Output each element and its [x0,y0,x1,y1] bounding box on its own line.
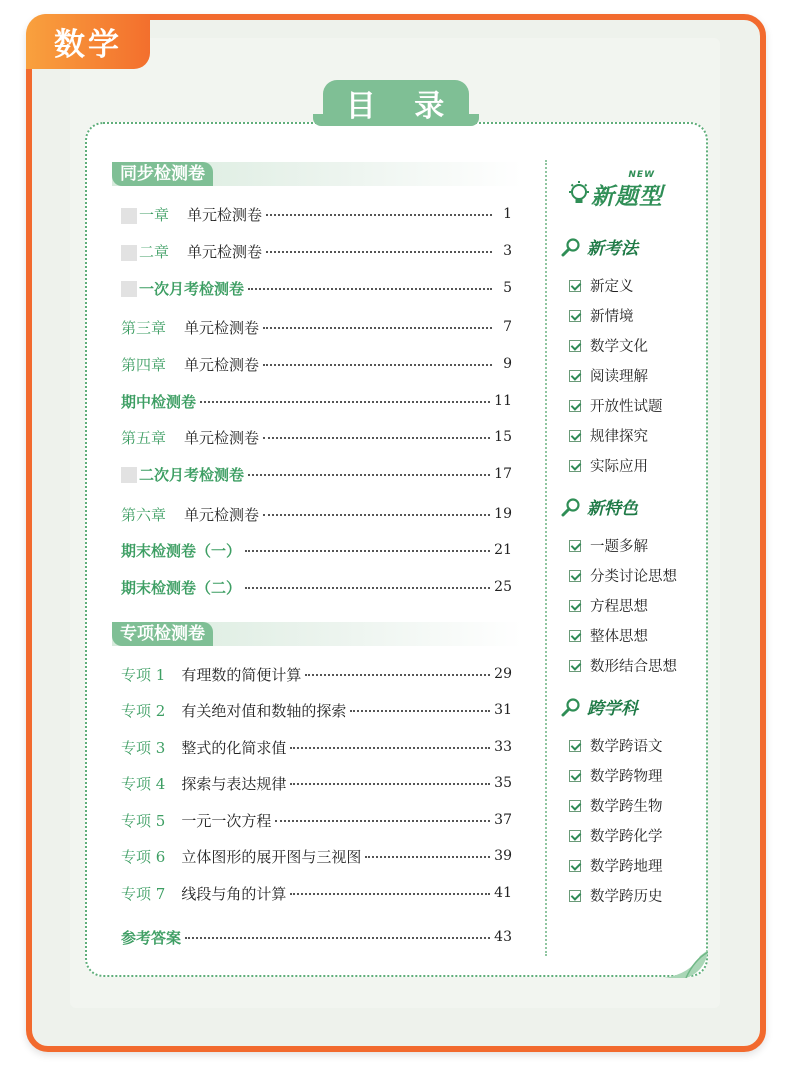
toc-entry-page: 43 [494,929,512,945]
checkbox-icon [569,400,581,412]
toc-entry-page: 7 [503,319,512,335]
toc-entry-page: 21 [494,542,512,558]
toc-entry[interactable] [121,202,512,226]
brand-label: 新题型 [591,184,663,210]
toc-entry-number [121,883,165,904]
toc-entry-number-text: 第四章 [121,355,167,374]
brand-new-tag: NEW [628,170,655,180]
toc-entry-number-text: 二次月考检测卷 [139,465,245,484]
toc-entry-number-text: 专项 2 [121,701,166,720]
sidebar-item-label: 数学文化 [590,339,648,355]
toc-entry-number [121,664,165,685]
sidebar-item [569,885,663,906]
sidebar-item [569,335,648,356]
toc-entry-number [121,204,169,225]
checkbox-icon [569,340,581,352]
toc-entry-title: 探索与表达规律 [181,774,287,793]
toc-entry[interactable] [121,881,512,905]
toc-entry-number [121,846,165,867]
checkbox-icon [569,280,581,292]
toc-entry-number-text: 期末检测卷（二） [121,578,242,597]
lightbulb-icon [567,180,591,210]
checkbox-icon [569,460,581,472]
toc-entry[interactable] [121,538,512,562]
sidebar-item [569,365,648,386]
toc-entry-page: 3 [503,243,512,259]
toc-entry-number [121,773,165,794]
toc-entry-title: 单元检测卷 [184,355,260,374]
sidebar-group-heading-label: 跨学科 [587,699,638,719]
toc-entry[interactable] [121,239,512,263]
sidebar-group-heading-label: 新考法 [587,239,638,259]
placeholder-box [121,281,137,297]
toc-entry[interactable] [121,389,512,413]
section-heading [112,162,522,186]
leader-dots [290,881,490,895]
toc-entry-page: 25 [494,579,512,595]
subject-badge: 数学 [26,14,150,69]
sidebar-item [569,425,648,446]
toc-entry-number-text: 二章 [139,242,170,261]
sidebar-item-label: 规律探究 [590,429,648,445]
sidebar-item [569,305,634,326]
toc-entry[interactable] [121,698,512,722]
sidebar-item [569,395,663,416]
toc-entry[interactable] [121,771,512,795]
placeholder-box [121,208,137,224]
toc-entry-number [121,354,166,375]
leader-dots [290,735,490,749]
checkbox-icon [569,310,581,322]
toc-entry-number [121,278,244,299]
magnifier-icon [561,497,581,517]
sidebar-item [569,565,677,586]
toc-entry-title: 有关绝对值和数轴的探索 [181,701,347,720]
sidebar-item-label: 新定义 [590,279,634,295]
sidebar-item [569,655,677,676]
sidebar-item-label: 数学跨地理 [590,859,663,875]
toc-entry-number-text: 专项 1 [121,665,166,684]
toc-entry-number [121,700,165,721]
magnifier-icon [561,237,581,257]
toc-entry-page: 31 [494,702,512,718]
toc-entry-page: 37 [494,812,512,828]
toc-entry-title: 单元检测卷 [187,205,263,224]
sidebar-group-heading [561,234,638,259]
leader-dots [245,538,490,552]
section-heading [112,622,522,646]
toc-entry[interactable] [121,808,512,832]
placeholder-box [121,245,137,261]
sidebar-item-label: 分类讨论思想 [590,569,677,585]
brand-title [591,170,663,211]
checkbox-icon [569,890,581,902]
magnifier-icon [561,697,581,717]
toc-entry-title: 整式的化简求值 [181,738,287,757]
leader-dots [266,239,492,253]
toc-entry-page: 29 [494,666,512,682]
leader-dots [290,771,490,785]
toc-entry-page: 5 [503,280,512,296]
toc-entry-title: 线段与角的计算 [181,884,287,903]
sidebar-group-heading-label: 新特色 [587,499,638,519]
toc-entry-number-text: 专项 6 [121,847,166,866]
toc-entry-number [121,737,165,758]
toc-entry-title: 单元检测卷 [184,428,260,447]
sidebar-group-heading [561,694,638,719]
checkbox-icon [569,660,581,672]
toc-entry-number-text: 一次月考检测卷 [139,279,245,298]
toc-entry[interactable] [121,276,512,300]
sidebar-item-label: 数形结合思想 [590,659,677,675]
sidebar-item-label: 阅读理解 [590,369,648,385]
sidebar-item [569,625,648,646]
toc-entry-answers[interactable] [121,925,512,949]
leader-dots [263,352,492,366]
sidebar-item [569,825,663,846]
section-heading-label: 专项检测卷 [112,622,213,646]
toc-entry-page: 11 [494,393,512,409]
sidebar-item [569,795,663,816]
toc-entry-number [121,540,241,561]
sidebar-item-label: 数学跨化学 [590,829,663,845]
placeholder-box [121,467,137,483]
toc-entry-page: 33 [494,739,512,755]
toc-entry-number [121,241,169,262]
toc-entry[interactable] [121,315,512,339]
leader-dots [200,389,490,403]
toc-entry-title: 单元检测卷 [184,318,260,337]
leader-dots [305,662,490,676]
sidebar-item-label: 实际应用 [590,459,648,475]
toc-entry-number [121,577,241,598]
toc-entry-number-text: 专项 3 [121,738,166,757]
sidebar-item [569,855,663,876]
toc-entry[interactable] [121,735,512,759]
toc-entry-number-text: 第三章 [121,318,167,337]
leader-dots [266,202,492,216]
checkbox-icon [569,860,581,872]
toc-entry-number [121,504,166,525]
toc-entry-page: 41 [494,885,512,901]
sidebar-item-label: 数学跨生物 [590,799,663,815]
sidebar-item-label: 新情境 [590,309,634,325]
toc-entry-number-text: 专项 7 [121,884,166,903]
leader-dots [365,844,490,858]
leader-dots [245,575,490,589]
toc-entry-page: 35 [494,775,512,791]
sidebar-item-label: 开放性试题 [590,399,663,415]
toc-entry-number-text: 期中检测卷 [121,392,197,411]
checkbox-icon [569,430,581,442]
column-divider [545,160,547,956]
checkbox-icon [569,770,581,782]
toc-entry-number: 参考答案 [121,928,182,947]
sidebar-item [569,275,634,296]
sidebar-item [569,735,663,756]
leader-dots [263,315,492,329]
checkbox-icon [569,740,581,752]
sidebar-item-label: 方程思想 [590,599,648,615]
sidebar-item-label: 数学跨物理 [590,769,663,785]
sidebar-item-label: 数学跨语文 [590,739,663,755]
checkbox-icon [569,600,581,612]
checkbox-icon [569,370,581,382]
sidebar-item [569,765,663,786]
toc-entry[interactable] [121,352,512,376]
leader-dots [263,425,490,439]
leader-dots [248,276,492,290]
toc-entry-title: 一元一次方程 [181,811,272,830]
checkbox-icon [569,630,581,642]
toc-entry-title: 单元检测卷 [187,242,263,261]
toc-entry-page: 19 [494,506,512,522]
toc-entry-number-text: 期末检测卷（一） [121,541,242,560]
toc-entry-title: 单元检测卷 [184,505,260,524]
toc-entry[interactable] [121,425,512,449]
checkbox-icon [569,830,581,842]
leader-dots [263,502,490,516]
section-heading-label: 同步检测卷 [112,162,213,186]
toc-entry[interactable] [121,662,512,686]
toc-entry-number-text: 专项 5 [121,811,166,830]
checkbox-icon [569,800,581,812]
leader-dots [350,698,490,712]
leader-dots [248,462,490,476]
toc-entry-page: 9 [503,356,512,372]
toc-entry-page: 17 [494,466,512,482]
page-curl-icon [664,950,708,978]
toc-entry-number-text: 专项 4 [121,774,166,793]
sidebar-item [569,535,648,556]
sidebar-item [569,455,648,476]
toc-entry[interactable] [121,462,512,486]
sidebar-item-label: 数学跨历史 [590,889,663,905]
toc-entry-number [121,810,165,831]
toc-entry-page: 15 [494,429,512,445]
toc-entry-number [121,317,166,338]
toc-entry-number [121,427,166,448]
checkbox-icon [569,570,581,582]
sidebar-item-label: 一题多解 [590,539,648,555]
toc-entry[interactable] [121,502,512,526]
toc-entry-number [121,391,196,412]
toc-entry[interactable] [121,575,512,599]
toc-entry-page: 39 [494,848,512,864]
leader-dots [275,808,490,822]
sidebar-group-heading [561,494,638,519]
toc-entry-number-text: 第六章 [121,505,167,524]
brand [567,170,663,211]
toc-entry-page: 1 [503,206,512,222]
sidebar-item [569,595,648,616]
toc-entry-number [121,464,244,485]
checkbox-icon [569,540,581,552]
toc-entry[interactable] [121,844,512,868]
toc-entry-number-text: 第五章 [121,428,167,447]
leader-dots [185,925,490,939]
page-title: 目 录 [323,80,469,126]
toc-entry-title: 有理数的简便计算 [181,665,302,684]
sidebar-item-label: 整体思想 [590,629,648,645]
toc-entry-number-text: 一章 [139,205,170,224]
toc-entry-title: 立体图形的展开图与三视图 [181,847,362,866]
